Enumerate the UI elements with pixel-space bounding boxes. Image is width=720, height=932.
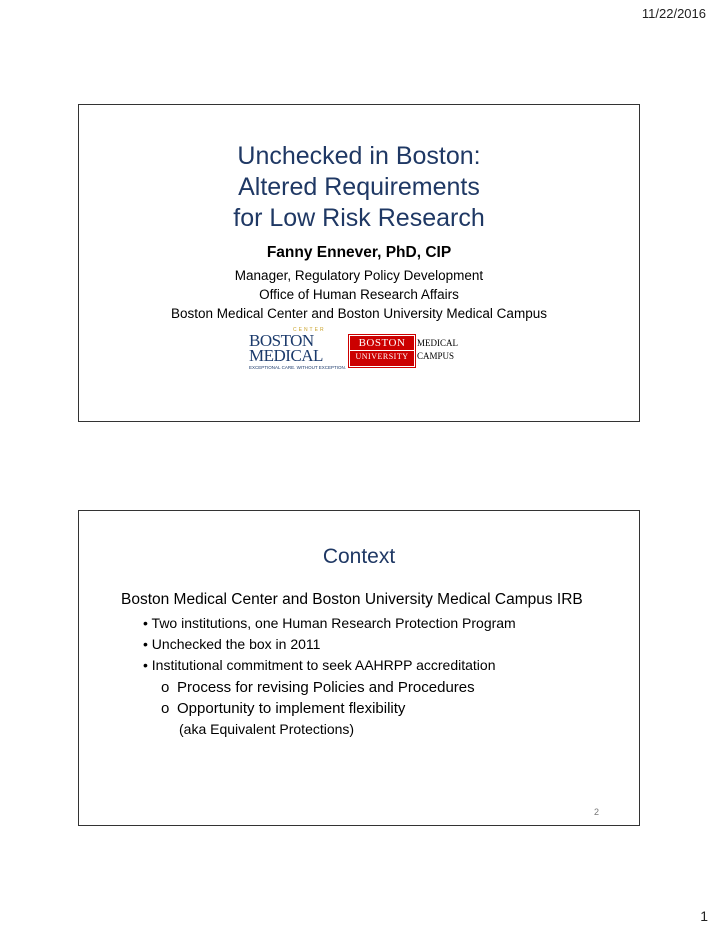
sub-bullet-continuation: (aka Equivalent Protections) (179, 721, 355, 737)
sub-bullet-item (161, 677, 609, 698)
boston-medical-center-logo (249, 327, 347, 377)
bu-logo-top: BOSTON (358, 337, 406, 349)
bullet-item (143, 656, 609, 675)
bullet-icon: • (143, 636, 148, 652)
bmc-line1: BOSTON (249, 331, 314, 350)
header-date: 11/22/2016 (641, 6, 706, 21)
bullet-text: Unchecked the box in 2011 (151, 636, 321, 652)
slide-number: 2 (593, 807, 599, 817)
medical-label: MEDICAL (417, 338, 458, 348)
bmc-tagline: EXCEPTIONAL CARE. WITHOUT EXCEPTION. (249, 365, 347, 370)
bullet-icon: • (143, 657, 148, 673)
bullet-icon: • (143, 615, 148, 631)
campus-label: CAMPUS (417, 351, 455, 361)
slide-2-body (121, 589, 609, 740)
sub-bullet-icon: o (161, 700, 170, 717)
slide-2-title: Context (322, 545, 396, 568)
medical-campus-label (417, 337, 458, 363)
affiliation-line: Boston Medical Center and Boston University Medical Campus (171, 306, 547, 321)
title-line: for Low Risk Research (233, 204, 485, 232)
page-number: 1 (700, 908, 708, 924)
bullet-item (143, 635, 609, 654)
boston-university-logo (349, 335, 415, 367)
affiliation-line: Office of Human Research Affairs (259, 287, 459, 302)
bmc-line2: MEDICAL (249, 346, 323, 365)
author-name: Fanny Ennever, PhD, CIP (266, 244, 452, 261)
sub-bullet-item (161, 698, 609, 719)
intro-text: Boston Medical Center and Boston University Medical Campus IRB (121, 591, 583, 608)
title-line: Unchecked in Boston: (237, 142, 481, 170)
affiliation-line: Manager, Regulatory Policy Development (234, 268, 484, 283)
bmc-arc-text: CENTER (293, 327, 326, 333)
slide-1-title (79, 141, 639, 234)
sub-bullet-text: Opportunity to implement flexibility (177, 700, 406, 717)
bullet-item (143, 614, 609, 633)
logos-row (79, 329, 639, 389)
bullet-text: Two institutions, one Human Research Protection Program (151, 615, 516, 631)
slide-2 (78, 510, 640, 826)
bu-logo-bottom: UNIVERSITY (350, 350, 414, 363)
affiliation (79, 266, 639, 323)
sub-bullet-text: Process for revising Policies and Procedures (177, 679, 475, 696)
title-line: Altered Requirements (238, 173, 480, 201)
bullet-text: Institutional commitment to seek AAHRPP accreditation (151, 657, 496, 673)
sub-bullet-icon: o (161, 679, 170, 696)
slide-1 (78, 104, 640, 422)
